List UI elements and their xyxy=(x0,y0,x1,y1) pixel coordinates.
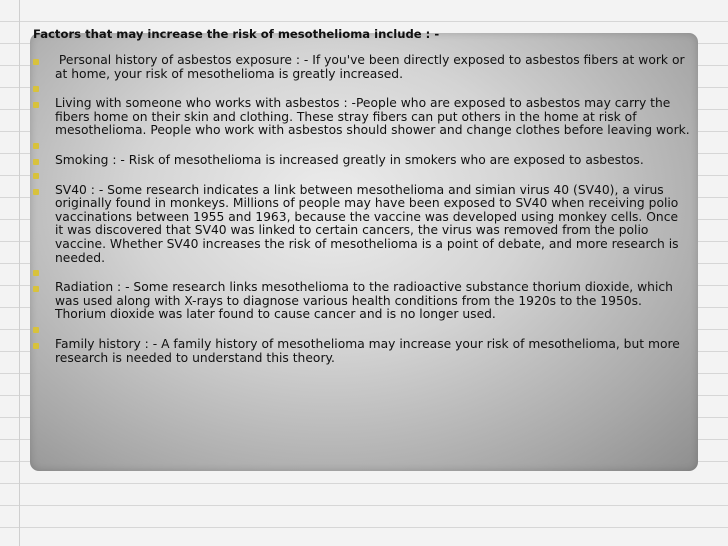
list-item xyxy=(0,154,700,168)
list-item-text: SV40 : - Some research indicates a link between mesothelioma and simian virus 40 (SV40), a virus originally found in monkeys. Millions of people may have been exposed to SV40 when receiving polio vaccinations between 1955 and 1963, because the vaccine was developed using monkey cells. Once it was discovered that SV40 was linked to certain cancers, the virus was removed from the polio vaccine. Whether SV40 increases the risk of mesothelioma is a point of debate, and more research is needed. xyxy=(55,182,679,265)
list-item xyxy=(0,54,700,81)
bullet-icon xyxy=(33,270,39,276)
bullet-icon xyxy=(33,159,39,165)
list-item xyxy=(0,338,700,365)
list-item-text: Family history : - A family history of mesothelioma may increase your risk of mesothelioma, but more research is needed to understand this theory. xyxy=(55,336,680,365)
bullet-icon xyxy=(33,286,39,292)
list-item xyxy=(0,184,700,266)
list-item xyxy=(0,168,700,182)
bullet-icon xyxy=(33,102,39,108)
list-item xyxy=(0,138,700,152)
list-item xyxy=(0,265,700,279)
list-item-text: Smoking : - Risk of mesothelioma is increased greatly in smokers who are exposed to asbestos. xyxy=(55,152,644,167)
list-item xyxy=(0,97,700,138)
bullet-icon xyxy=(33,143,39,149)
bullet-icon xyxy=(33,173,39,179)
list-item-text: Living with someone who works with asbestos : -People who are exposed to asbestos may carry the fibers home on their skin and clothing. These stray fibers can put others in the home at risk of mesothelioma. People who work with asbestos should shower and change clothes before leaving work. xyxy=(55,96,690,138)
list-item-text: Radiation : - Some research links mesothelioma to the radioactive substance thorium dioxide, which was used along with X-rays to diagnose various health conditions from the 1920s to the 1950s. Thorium dioxide was later found to cause cancer and is no longer used. xyxy=(55,280,673,322)
bullet-icon xyxy=(33,86,39,92)
list-item xyxy=(0,281,700,322)
bullet-icon xyxy=(33,59,39,65)
list-item xyxy=(0,322,700,336)
list-item xyxy=(0,81,700,95)
risk-factor-list xyxy=(0,54,700,365)
bullet-icon xyxy=(33,343,39,349)
list-item-text: Personal history of asbestos exposure : - If you've been directly exposed to asbestos fibers at work or at home, your risk of mesothelioma is greatly increased. xyxy=(55,53,689,81)
bullet-icon xyxy=(33,327,39,333)
bullet-icon xyxy=(33,189,39,195)
slide-title: Factors that may increase the risk of mesothelioma include : - xyxy=(33,27,440,41)
